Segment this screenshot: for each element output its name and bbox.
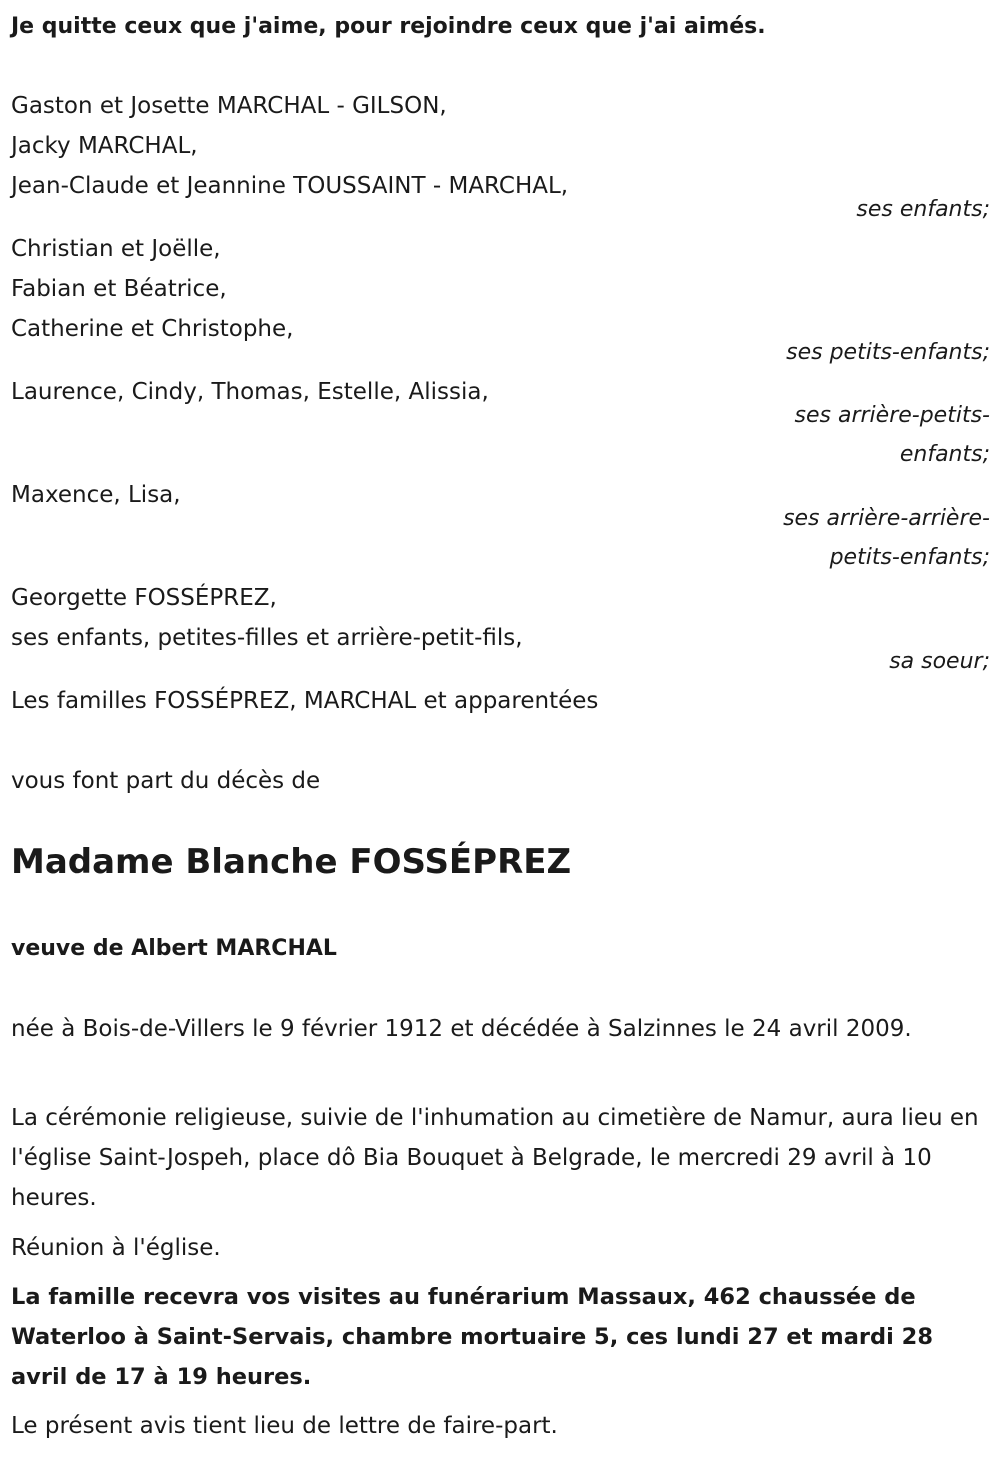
- birth-death-paragraph: née à Bois-de-Villers le 9 février 1912 et décédée à Salzinnes le 24 avril 2009.: [11, 1016, 912, 1042]
- great-great-grandchildren-line: Maxence, Lisa,: [11, 482, 181, 508]
- grandchild-line-3: Catherine et Christophe,: [11, 316, 294, 342]
- great-great-grandchildren-relation-line-2: petits-enfants;: [829, 545, 990, 570]
- great-grandchildren-relation-line-1: ses arrière-petits-: [794, 403, 990, 428]
- sister-line-2: ses enfants, petites-filles et arrière-petit-fils,: [11, 625, 523, 651]
- great-grandchildren-line: Laurence, Cindy, Thomas, Estelle, Alissia,: [11, 379, 489, 405]
- children-relation: ses enfants;: [856, 197, 990, 222]
- families-line: Les familles FOSSÉPREZ, MARCHAL et apparentées: [11, 688, 599, 714]
- closing-line: Le présent avis tient lieu de lettre de faire-part.: [11, 1413, 558, 1439]
- grandchildren-relation: ses petits-enfants;: [786, 340, 990, 365]
- deceased-name: Madame Blanche FOSSÉPREZ: [11, 842, 572, 882]
- grandchild-line-1: Christian et Joëlle,: [11, 236, 221, 262]
- ceremony-paragraph: La cérémonie religieuse, suivie de l'inhumation au cimetière de Namur, aura lieu en l'église Saint-Jospeh, place dô Bia Bouquet à Belgrade, le mercredi 29 avril à 10 heures.: [11, 1105, 979, 1211]
- epigraph-quote: Je quitte ceux que j'aime, pour rejoindre ceux que j'ai aimés.: [11, 14, 766, 39]
- child-line-3: Jean-Claude et Jeannine TOUSSAINT - MARCHAL,: [11, 173, 569, 199]
- great-grandchildren-relation-line-2: enfants;: [899, 442, 990, 467]
- sister-relation: sa soeur;: [889, 649, 990, 674]
- sister-line-1: Georgette FOSSÉPREZ,: [11, 585, 277, 611]
- announcement-line: vous font part du décès de: [11, 768, 321, 794]
- visits-paragraph: La famille recevra vos visites au funérarium Massaux, 462 chaussée de Waterloo à Saint-Servais, chambre mortuaire 5, ces lundi 27 et mardi 28 avril de 17 à 19 heures.: [11, 1284, 933, 1390]
- widow-of-line: veuve de Albert MARCHAL: [11, 936, 337, 961]
- great-great-grandchildren-relation-line-1: ses arrière-arrière-: [783, 506, 990, 531]
- grandchild-line-2: Fabian et Béatrice,: [11, 276, 227, 302]
- child-line-1: Gaston et Josette MARCHAL - GILSON,: [11, 93, 447, 119]
- meeting-line: Réunion à l'église.: [11, 1235, 221, 1261]
- child-line-2: Jacky MARCHAL,: [11, 133, 198, 159]
